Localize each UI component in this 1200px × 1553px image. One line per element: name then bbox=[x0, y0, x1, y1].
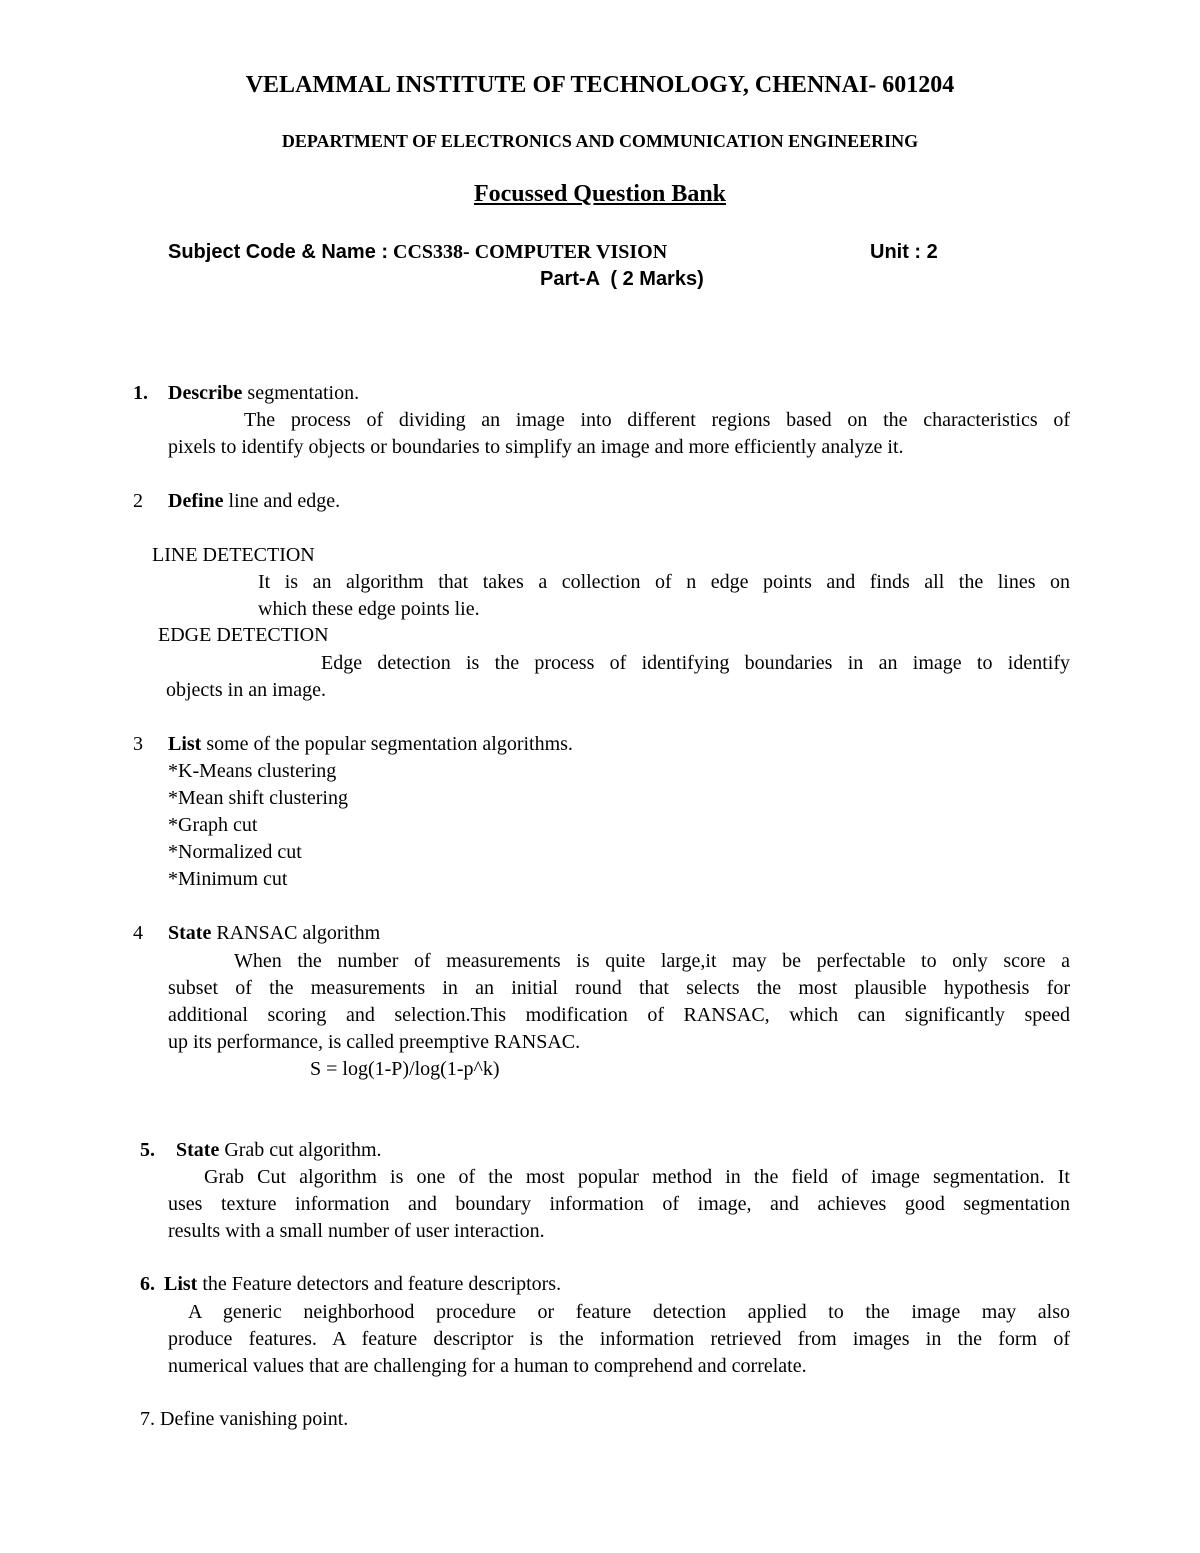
edge-detection-answer bbox=[166, 650, 1070, 704]
answer-line: objects in an image. bbox=[166, 679, 326, 701]
answer-line: Edge detection is the process of identifying boundaries in an image to identify bbox=[321, 652, 1070, 674]
subject-line bbox=[168, 241, 667, 264]
question-keyword: Define bbox=[168, 490, 224, 512]
question-rest: the Feature detectors and feature descriptors. bbox=[197, 1273, 562, 1295]
question-number: 1. bbox=[133, 382, 148, 404]
question-6 bbox=[140, 1271, 155, 1298]
question-6-text bbox=[164, 1271, 561, 1298]
answer-line: subset of the measurements in an initial round that selects the most plausible hypothesis for bbox=[168, 977, 1070, 999]
question-keyword: Describe bbox=[168, 382, 243, 404]
question-3-text bbox=[168, 731, 573, 758]
question-number: 5. bbox=[140, 1139, 155, 1161]
list-item: *Graph cut bbox=[168, 814, 258, 836]
question-rest: Grab cut algorithm. bbox=[219, 1139, 382, 1161]
question-rest: segmentation. bbox=[242, 382, 360, 404]
list-item: *Minimum cut bbox=[168, 868, 288, 890]
question-number: 6. bbox=[140, 1273, 155, 1295]
line-detection-answer bbox=[258, 569, 1070, 623]
answer-line: When the number of measurements is quite large,it may be perfectable to only score a bbox=[234, 950, 1070, 972]
answer-6 bbox=[168, 1299, 1070, 1380]
answer-4 bbox=[168, 948, 1070, 1056]
list-item: *Mean shift clustering bbox=[168, 787, 348, 809]
question-keyword: List bbox=[164, 1273, 198, 1295]
answer-line: It is an algorithm that takes a collection of n edge points and finds all the lines on bbox=[258, 571, 1070, 593]
answer-line: Grab Cut algorithm is one of the most popular method in the field of image segmentation. It bbox=[204, 1166, 1070, 1188]
document-title: Focussed Question Bank bbox=[473, 181, 727, 207]
question-rest: RANSAC algorithm bbox=[211, 922, 381, 944]
answer-line: up its performance, is called preemptive RANSAC. bbox=[168, 1031, 581, 1053]
answer-line: which these edge points lie. bbox=[258, 598, 480, 620]
question-7 bbox=[140, 1406, 348, 1433]
unit-label: Unit : 2 bbox=[870, 241, 938, 263]
answer-line: results with a small number of user interaction. bbox=[168, 1220, 545, 1242]
answer-1 bbox=[168, 407, 1070, 461]
part-label: Part-A ( 2 Marks) bbox=[540, 268, 704, 290]
answer-line: pixels to identify objects or boundaries to simplify an image and more efficiently analyze it. bbox=[168, 436, 904, 458]
algorithm-list bbox=[168, 758, 348, 893]
answer-5 bbox=[168, 1164, 1070, 1245]
list-item: *Normalized cut bbox=[168, 841, 302, 863]
answer-line: additional scoring and selection.This modification of RANSAC, which can significantly speed bbox=[168, 1004, 1070, 1026]
answer-line: produce features. A feature descriptor is the information retrieved from images in the form of bbox=[168, 1328, 1070, 1350]
question-rest: Define vanishing point. bbox=[155, 1408, 349, 1430]
question-4-text bbox=[168, 920, 380, 947]
answer-line: uses texture information and boundary information of image, and achieves good segmentation bbox=[168, 1193, 1070, 1215]
ransac-formula: S = log(1-P)/log(1-p^k) bbox=[310, 1058, 500, 1080]
question-5 bbox=[140, 1137, 155, 1164]
question-2: 2 bbox=[133, 490, 143, 512]
question-keyword: State bbox=[176, 1139, 220, 1161]
answer-line: numerical values that are challenging for a human to comprehend and correlate. bbox=[168, 1355, 807, 1377]
answer-line: A generic neighborhood procedure or feature detection applied to the image may also bbox=[188, 1301, 1070, 1323]
question-3: 3 bbox=[133, 733, 143, 755]
list-item: *K-Means clustering bbox=[168, 760, 337, 782]
question-rest: line and edge. bbox=[223, 490, 341, 512]
question-2-text bbox=[168, 488, 340, 515]
subject-value: CCS338- COMPUTER VISION bbox=[393, 241, 668, 263]
question-5-text bbox=[176, 1137, 382, 1164]
department-title: DEPARTMENT OF ELECTRONICS AND COMMUNICATION ENGINEERING bbox=[281, 131, 919, 151]
subject-label: Subject Code & Name : bbox=[168, 241, 389, 263]
institute-title: VELAMMAL INSTITUTE OF TECHNOLOGY, CHENNAI- 601204 bbox=[245, 72, 955, 98]
edge-detection-heading: EDGE DETECTION bbox=[158, 624, 329, 646]
question-rest: some of the popular segmentation algorithms. bbox=[201, 733, 573, 755]
question-number: 7. bbox=[140, 1408, 155, 1430]
question-4: 4 bbox=[133, 922, 143, 944]
question-keyword: State bbox=[168, 922, 212, 944]
question-1 bbox=[133, 380, 148, 407]
line-detection-heading: LINE DETECTION bbox=[152, 544, 315, 566]
question-keyword: List bbox=[168, 733, 202, 755]
question-1-text bbox=[168, 380, 359, 407]
answer-line: The process of dividing an image into different regions based on the characteristics of bbox=[244, 409, 1070, 431]
